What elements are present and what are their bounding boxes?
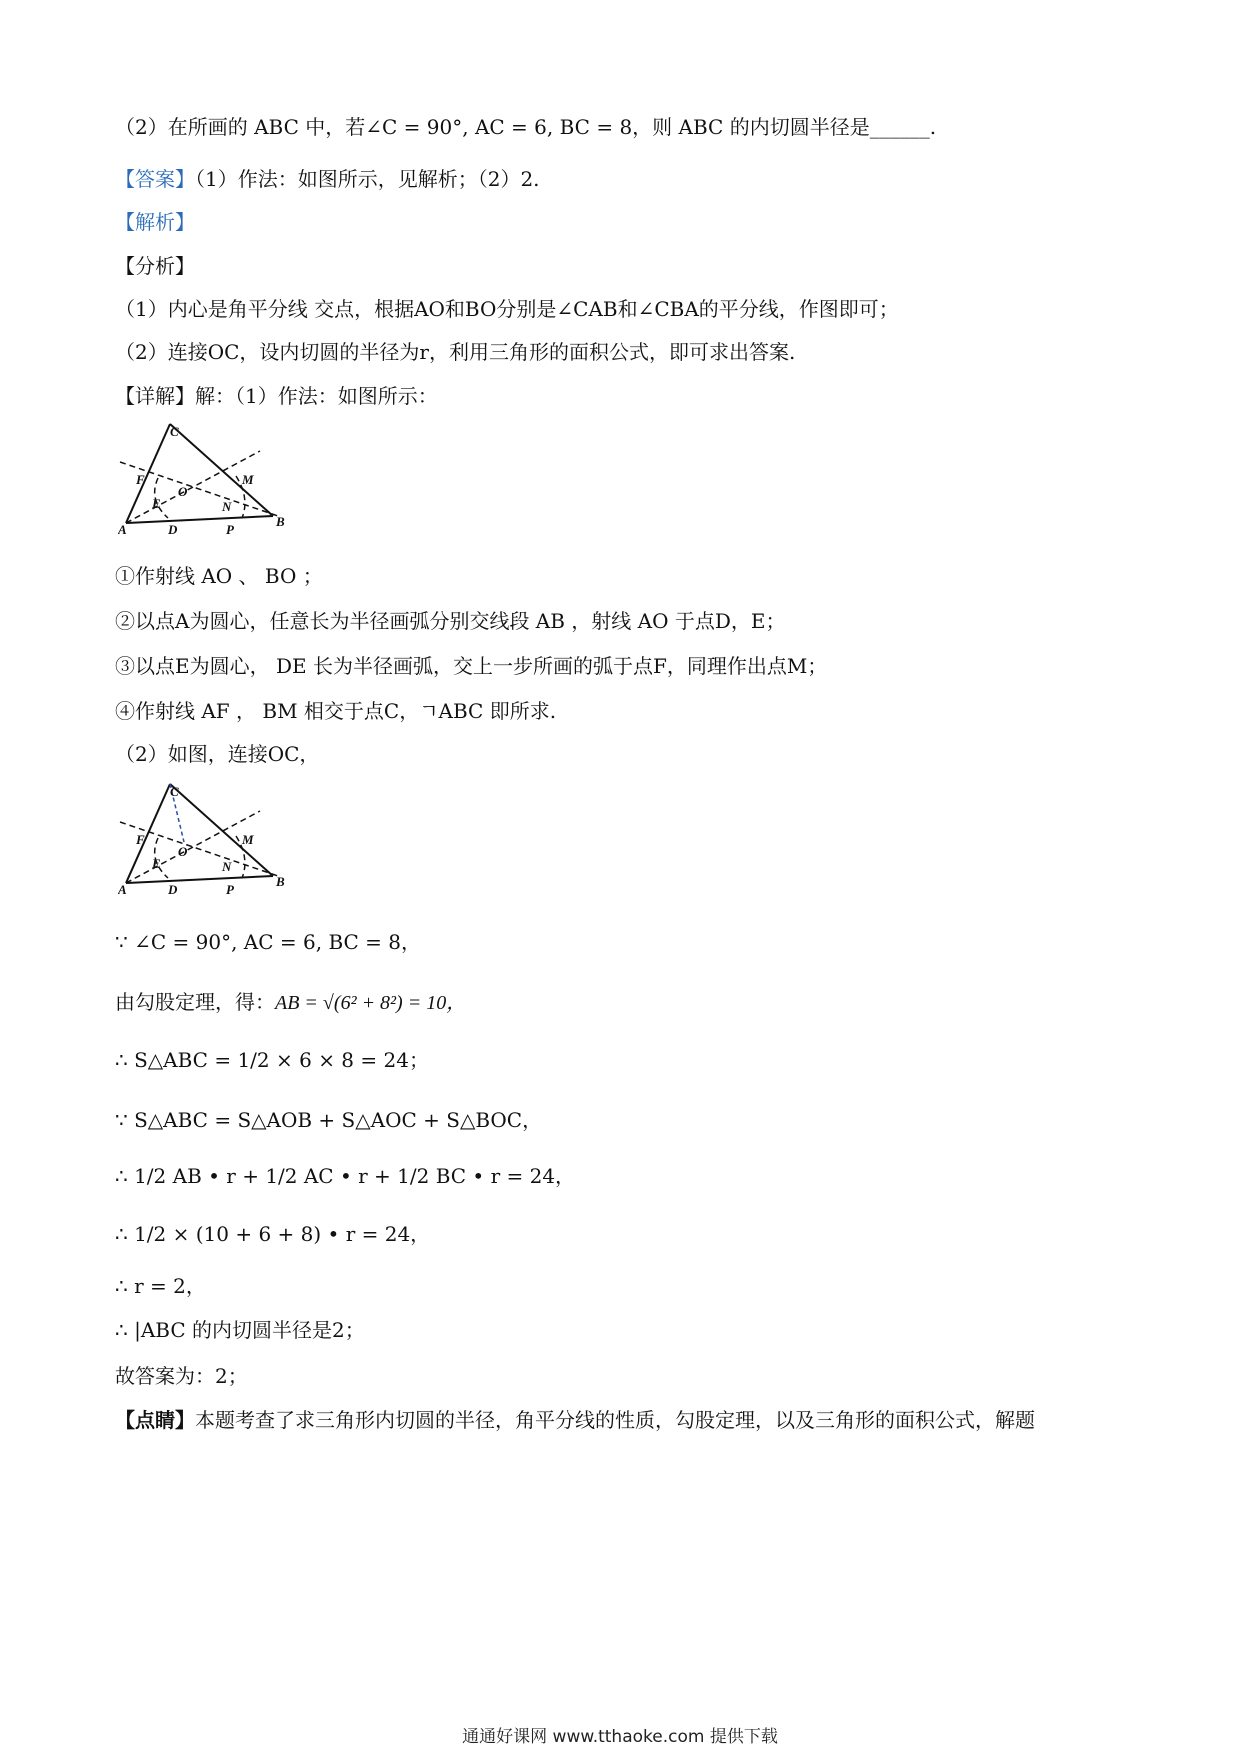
fenxi-line-2: （2）连接OC，设内切圆的半径为r，利用三角形的面积公式，即可求出答案. <box>115 340 796 364</box>
label-m-2: M <box>242 832 254 847</box>
label-e-2: E <box>152 856 161 871</box>
label-n-2: N <box>222 859 232 874</box>
answer-text: （1）作法：如图所示，见解析；（2）2. <box>195 167 540 191</box>
label-b-2: B <box>276 874 285 889</box>
step-3: ③以点E为圆心， DE 长为半径画弧，交上一步所画的弧于点F，同理作出点M； <box>115 654 828 678</box>
bisector-b-2 <box>120 822 278 876</box>
page-footer: 通通好课网 www.tthaoke.com 提供下载 <box>462 1727 778 1747</box>
label-b: B <box>276 514 285 529</box>
detail-tag: 【详解】 <box>115 384 195 408</box>
step-2: ②以点A为圆心，任意长为半径画弧分别交线段 AB ，射线 AO 于点D，E； <box>115 609 786 633</box>
detail-line <box>115 382 438 410</box>
label-d-2: D <box>168 882 178 897</box>
eq-pythagoras <box>115 988 466 1017</box>
comment-tag: 【点睛】 <box>115 1408 195 1432</box>
part2-intro: （2）如图，连接OC， <box>115 742 320 766</box>
label-e: E <box>152 496 161 511</box>
eq-given: ∵ ∠C = 90°, AC = 6, BC = 8， <box>115 930 422 954</box>
detail-text: 解：（1）作法：如图所示： <box>195 384 438 408</box>
label-c-2: C <box>170 784 179 799</box>
eq-pyth-formula: AB = √(6² + 8²) = 10， <box>275 992 467 1014</box>
label-n: N <box>222 499 232 514</box>
label-c: C <box>170 424 179 439</box>
question-part2 <box>115 113 936 141</box>
eq-half2: ∴ 1/2 × (10 + 6 + 8) • r = 24， <box>115 1222 431 1246</box>
bisector-b <box>120 462 278 516</box>
label-f-2: F <box>136 832 145 847</box>
answer-tag: 【答案】 <box>115 167 195 191</box>
step-1: ①作射线 AO 、 BO ； <box>115 564 323 588</box>
comment-line <box>115 1406 1035 1434</box>
construction-figure-2 <box>118 778 318 898</box>
label-a: A <box>118 522 127 537</box>
question-part2-text: （2）在所画的 ABC 中，若∠C = 90°, AC = 6, BC = 8，则 ABC 的内切圆半径是______. <box>115 115 937 139</box>
side-ac-2 <box>126 784 170 883</box>
construction-figure-1 <box>118 418 318 538</box>
side-ab-2 <box>126 876 273 883</box>
fenxi-line-1: （1）内心是角平分线 交点，根据AO和BO分别是∠CAB和∠CBA的平分线，作图即可； <box>115 297 899 321</box>
label-d: D <box>168 522 178 537</box>
side-ab <box>126 516 273 523</box>
step-4: ④作射线 AF ， BM 相交于点C，ㄱABC 即所求. <box>115 699 557 723</box>
eq-sum: ∵ S△ABC = S△AOB + S△AOC + S△BOC， <box>115 1108 543 1132</box>
comment-text: 本题考查了求三角形内切圆的半径，角平分线的性质，勾股定理，以及三角形的面积公式，解题 <box>195 1408 1035 1432</box>
eq-conclusion: ∴ |ABC 的内切圆半径是2； <box>115 1318 365 1342</box>
fenxi-tag: 【分析】 <box>115 254 195 278</box>
final-answer: 故答案为：2； <box>115 1364 248 1388</box>
label-p: P <box>226 522 234 537</box>
label-o: O <box>178 484 188 499</box>
label-a-2: A <box>118 882 127 897</box>
eq-pyth-prefix: 由勾股定理，得： <box>115 990 275 1014</box>
eq-area: ∴ S△ABC = 1/2 × 6 × 8 = 24； <box>115 1048 429 1072</box>
eq-r: ∴ r = 2， <box>115 1274 206 1298</box>
eq-half: ∴ 1/2 AB • r + 1/2 AC • r + 1/2 BC • r = 24， <box>115 1164 576 1188</box>
label-m: M <box>242 472 254 487</box>
analysis-tag: 【解析】 <box>115 210 195 234</box>
label-o-2: O <box>178 844 188 859</box>
side-ac <box>126 424 170 523</box>
answer-line <box>115 165 540 193</box>
label-f: F <box>136 472 145 487</box>
label-p-2: P <box>226 882 234 897</box>
